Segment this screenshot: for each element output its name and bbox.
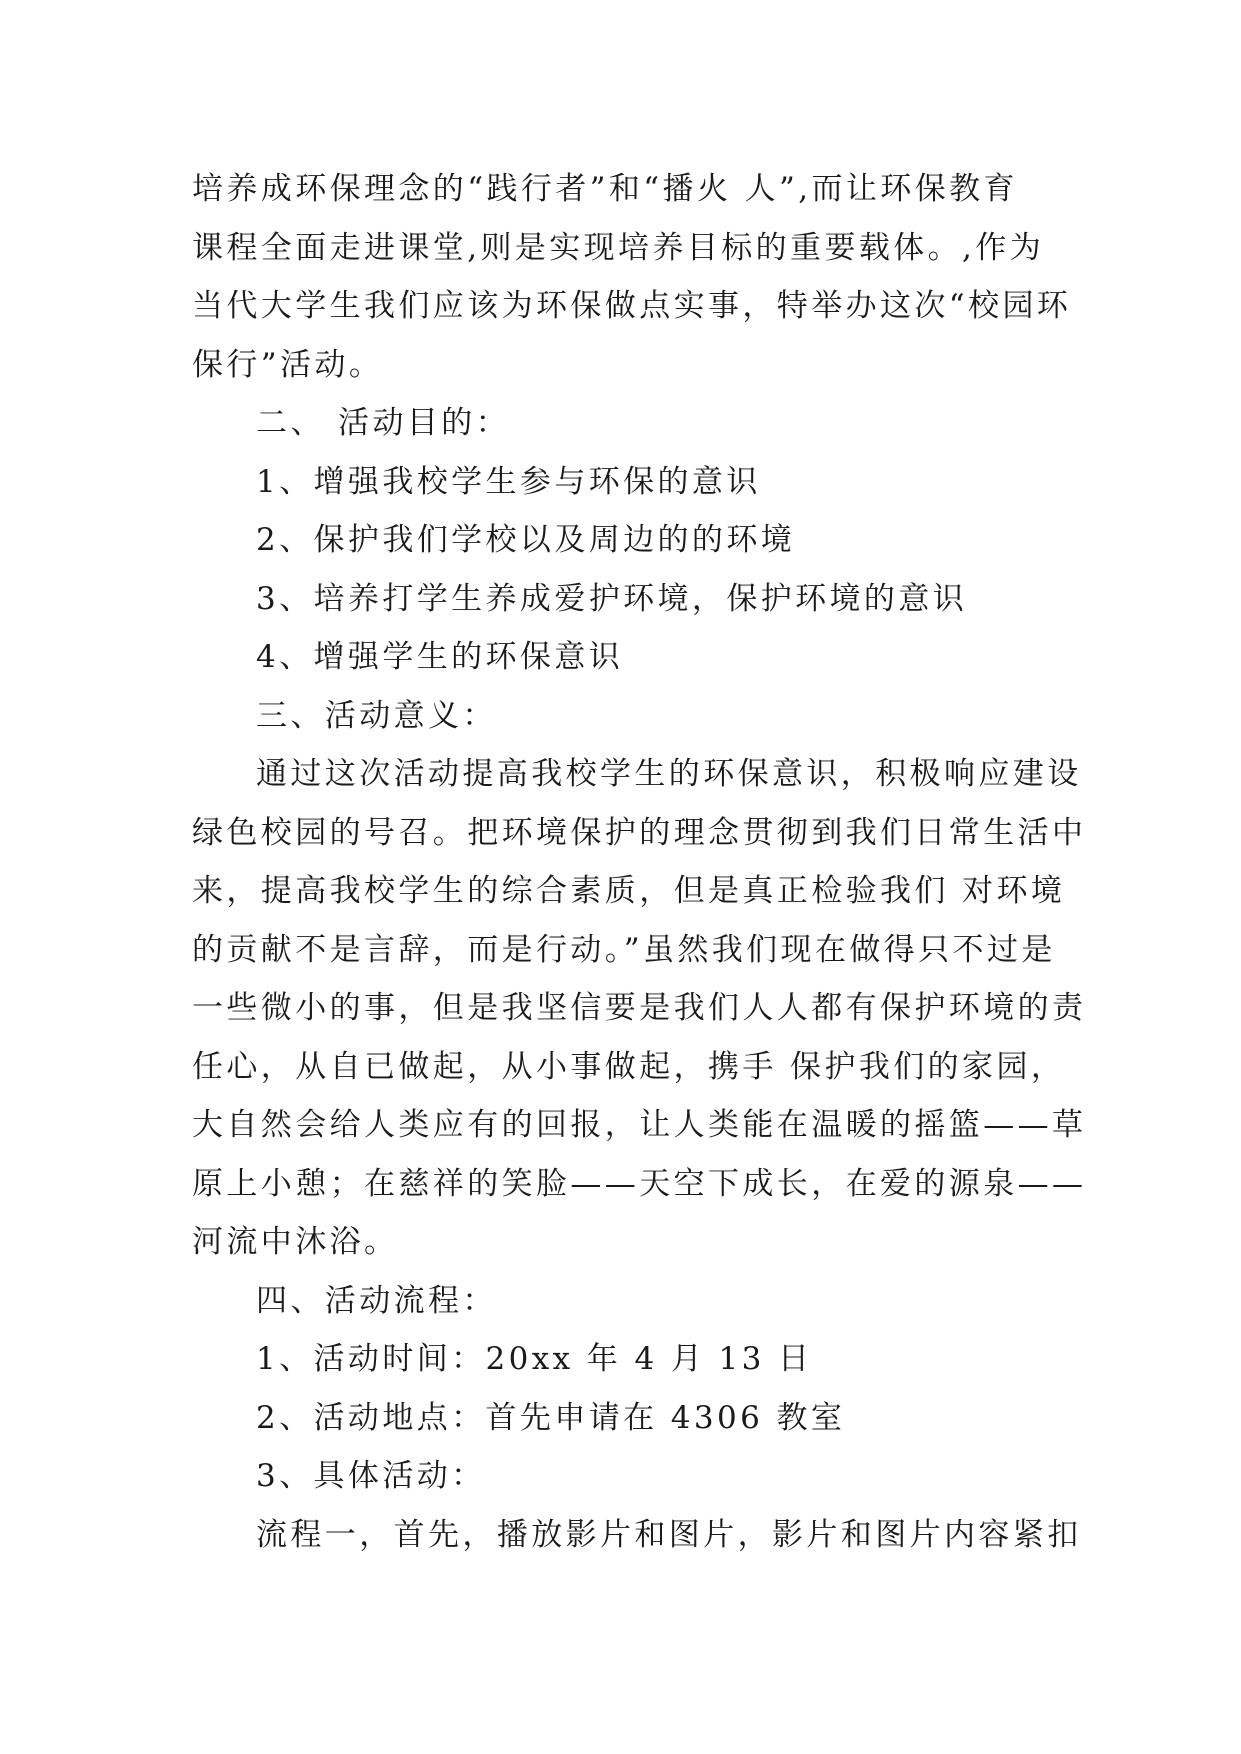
body-line: 河流中沐浴。 <box>192 1224 399 1260</box>
body-line: 任心，从自已做起，从小事做起，携手 保护我们的家园， <box>192 1048 1066 1085</box>
body-line: 保行”活动。 <box>192 346 384 383</box>
body-line: 培养成环保理念的“践行者”和“播火 人”,而让环保教育 <box>192 171 1018 207</box>
body-line: 来，提高我校学生的综合素质，但是真正检验我们 对环境 <box>192 873 1066 909</box>
list-item: 4、增强学生的环保意识 <box>256 639 624 675</box>
section-heading: 四、活动流程： <box>256 1282 497 1319</box>
section-heading: 三、活动意义： <box>256 697 497 734</box>
list-item: 3、培养打学生养成爱护环境，保护环境的意识 <box>256 580 968 617</box>
section-heading: 二、 活动目的： <box>256 405 511 441</box>
list-item: 1、活动时间：20xx 年 4 月 13 日 <box>256 1341 813 1377</box>
list-item: 3、具体活动： <box>256 1458 486 1494</box>
body-line: 通过这次活动提高我校学生的环保意识，积极响应建设 <box>256 756 1082 792</box>
body-line: 绿色校园的号召。把环境保护的理念贯彻到我们日常生活中 <box>192 814 1087 851</box>
body-line: 当代大学生我们应该为环保做点实事，特举办这次“校园环 <box>192 288 1072 324</box>
body-line: 的贡献不是言辞，而是行动。”虽然我们现在做得只不过是 <box>192 931 1056 968</box>
list-item: 1、增强我校学生参与环保的意识 <box>256 463 761 500</box>
document-body <box>192 160 1087 1564</box>
body-line: 大自然会给人类应有的回报，让人类能在温暖的摇篮——草 <box>192 1107 1087 1143</box>
body-line: 流程一，首先，播放影片和图片，影片和图片内容紧扣 <box>256 1516 1082 1553</box>
body-line: 一些微小的事，但是我坚信要是我们人人都有保护环境的责 <box>192 990 1087 1026</box>
list-item: 2、保护我们学校以及周边的的环境 <box>256 522 796 558</box>
list-item: 2、活动地点：首先申请在 4306 教室 <box>256 1399 846 1436</box>
body-line: 课程全面走进课堂,则是实现培养目标的重要载体。,作为 <box>192 229 1045 266</box>
body-line: 原上小憩；在慈祥的笑脸——天空下成长，在爱的源泉—— <box>192 1165 1087 1202</box>
